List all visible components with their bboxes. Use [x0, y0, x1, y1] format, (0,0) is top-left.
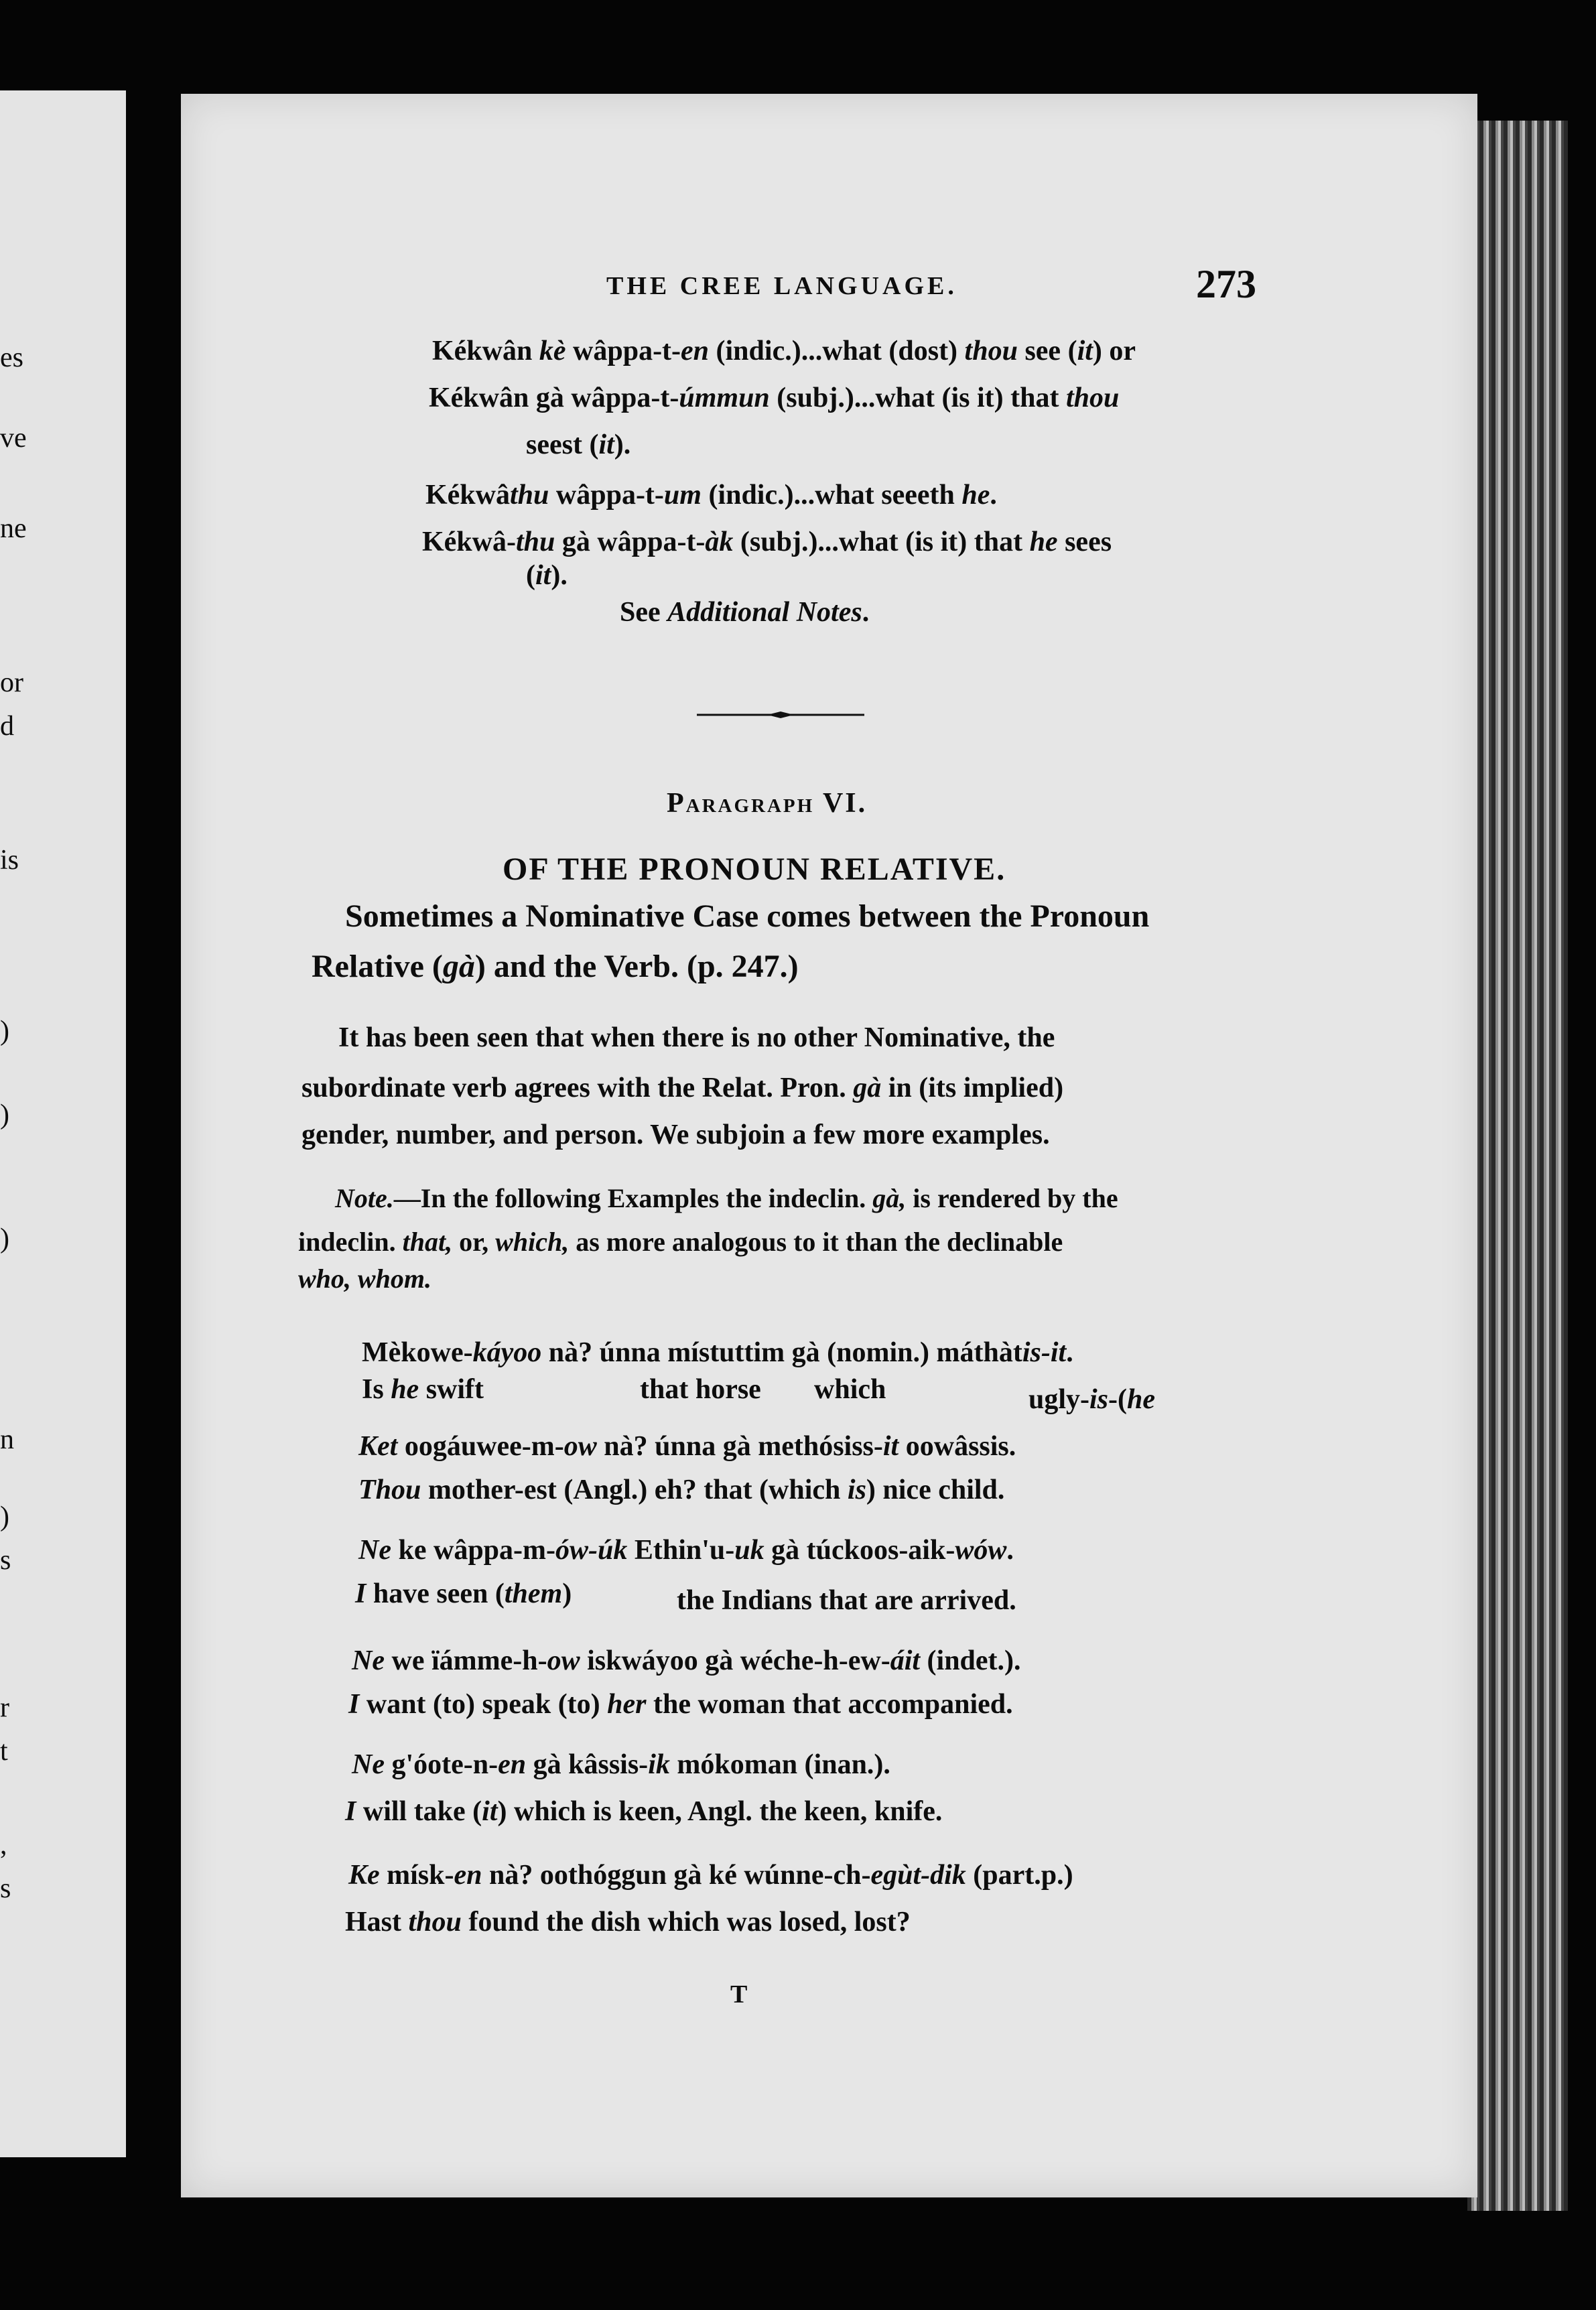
example-english-line: Hast thou found the dish which was losed, lost? — [345, 1907, 911, 1938]
left-page-fragment: d — [0, 711, 14, 742]
text-line: Kékwâthu wâppa-t-um (indic.)...what seeeth he. — [425, 480, 997, 511]
body-line: gender, number, and person. We subjoin a few more examples. — [302, 1119, 1050, 1150]
note-line: who, whom. — [298, 1264, 431, 1294]
body-line: It has been seen that when there is no other Nominative, the — [338, 1022, 1055, 1053]
note-line: indeclin. that, or, which, as more analogous to it than the declinable — [298, 1227, 1063, 1257]
left-page-fragment: s — [0, 1545, 11, 1576]
left-page-fragment: ) — [0, 1501, 9, 1532]
left-page-fragment: r — [0, 1692, 9, 1723]
see-additional-notes: See Additional Notes. — [620, 597, 870, 628]
example-cree-line: Ne we ïámme-h-ow iskwáyoo gà wéche-h-ew-áit (indet.). — [352, 1645, 1021, 1676]
left-facing-page — [0, 90, 126, 2157]
body-line: subordinate verb agrees with the Relat. Pron. gà in (its implied) — [302, 1073, 1064, 1103]
example-english-line: Thou mother-est (Angl.) eh? that (which is) nice child. — [358, 1475, 1005, 1505]
running-head: THE CREE LANGUAGE. — [606, 272, 957, 300]
subheading-line: Sometimes a Nominative Case comes between the Pronoun — [345, 898, 1150, 934]
example-cree-line: Ke mísk-en nà? oothóggun gà ké wúnne-ch-egùt-dik (part.p.) — [348, 1860, 1073, 1891]
example-english-fragment: ugly-is-(he — [1028, 1384, 1156, 1415]
example-cree-line: Ne ke wâppa-m-ów-úk Ethin'u-uk gà túckoos-aik-wów. — [358, 1535, 1014, 1566]
example-cree-line: Mèkowe-káyoo nà? únna místuttim gà (nomin.) máthàtis-it. — [362, 1337, 1073, 1368]
left-page-fragment: or — [0, 667, 23, 698]
left-page-fragment: , — [0, 1830, 7, 1860]
text-line: Kékwân kè wâppa-t-en (indic.)...what (dost) thou see (it) or — [432, 336, 1136, 366]
signature-mark: T — [730, 1980, 748, 2009]
subheading-line: Relative (gà) and the Verb. (p. 247.) — [312, 949, 799, 984]
text-line: seest (it). — [526, 429, 631, 460]
section-title: OF THE PRONOUN RELATIVE. — [503, 852, 1006, 887]
left-page-fragment: ve — [0, 423, 27, 454]
example-english-line: Is he swift — [362, 1374, 484, 1405]
example-english-fragment: that horse — [640, 1374, 761, 1405]
paragraph-heading: Paragraph VI. — [667, 788, 868, 819]
text-line: Kékwân gà wâppa-t-úmmun (subj.)...what (is it) that thou — [429, 383, 1120, 413]
left-page-fragment: s — [0, 1873, 11, 1904]
example-cree-line: Ne g'óote-n-en gà kâssis-ik mókoman (inan.). — [352, 1749, 890, 1780]
left-page-fragment: es — [0, 342, 23, 373]
example-cree-line: Ket oogáuwee-m-ow nà? únna gà methósiss-it oowâssis. — [358, 1431, 1016, 1462]
page-edge-stack — [1467, 121, 1568, 2211]
left-page-fragment: is — [0, 845, 19, 876]
ornamental-divider — [697, 711, 864, 718]
left-page-fragment: ne — [0, 513, 27, 544]
example-english-line: I want (to) speak (to) her the woman that accompanied. — [348, 1689, 1013, 1720]
example-english-fragment: which — [814, 1374, 886, 1405]
text-line: Kékwâ-thu gà wâppa-t-àk (subj.)...what (is it) that he sees — [422, 527, 1112, 557]
example-english-line: I will take (it) which is keen, Angl. the keen, knife. — [345, 1796, 943, 1827]
left-page-fragment: t — [0, 1736, 8, 1767]
left-page-fragment: ) — [0, 1099, 9, 1130]
left-page-fragment: n — [0, 1424, 14, 1455]
left-page-fragment: ) — [0, 1223, 9, 1254]
note-line: Note.—In the following Examples the indeclin. gà, is rendered by the — [335, 1183, 1118, 1213]
example-english-fragment: the Indians that are arrived. — [677, 1585, 1016, 1616]
left-page-fragment: ) — [0, 1016, 9, 1046]
example-english-line: I have seen (them) — [355, 1578, 572, 1609]
text-line: (it). — [526, 560, 568, 591]
page-number: 273 — [1196, 262, 1256, 306]
